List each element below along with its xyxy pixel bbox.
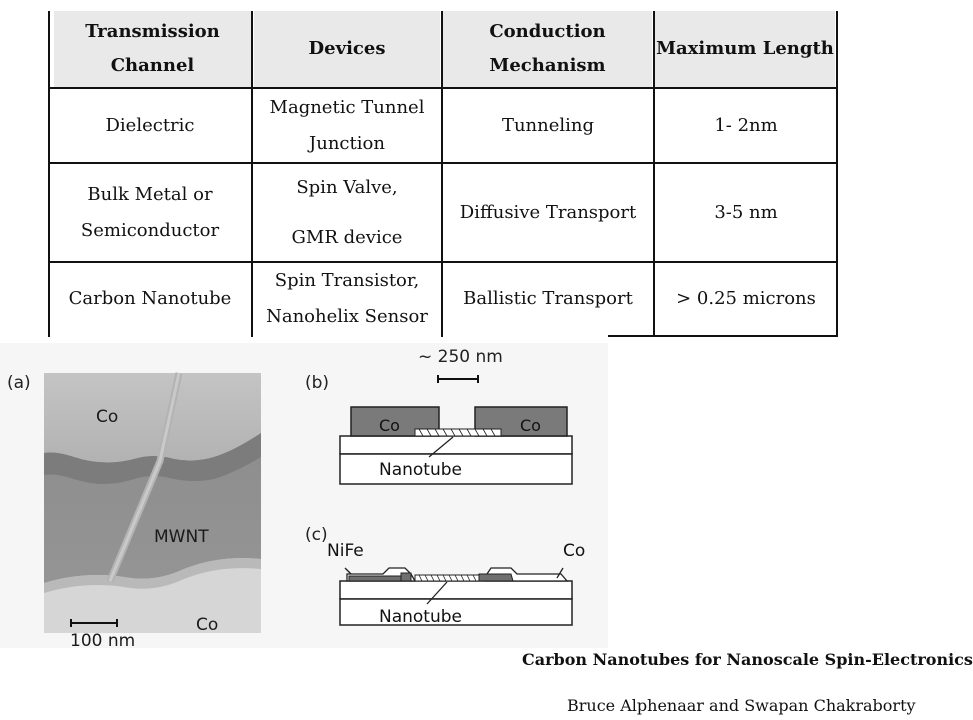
row2-length (654, 164, 838, 261)
row3-length (654, 263, 838, 335)
nanotube-figure (0, 343, 608, 651)
table-divider (653, 11, 655, 337)
header-maximum-length (655, 11, 835, 87)
panel-b-label: (b) (305, 373, 330, 393)
cell-line: 3-5 nm (714, 201, 778, 223)
header-line: Transmission (85, 21, 220, 42)
header-line: Devices (308, 38, 386, 59)
table-border-right (836, 11, 838, 337)
row1-channel (48, 89, 252, 162)
row3-mechanism (442, 263, 654, 335)
panel-c-nanotube: Nanotube (379, 607, 462, 627)
micrograph-scale-label: 100 nm (70, 631, 136, 651)
header-line: Maximum Length (656, 38, 834, 59)
cell-line: Carbon Nanotube (68, 288, 232, 309)
header-line: Mechanism (489, 55, 606, 76)
cell-line: > 0.25 microns (676, 288, 816, 309)
header-line: Conduction (489, 21, 606, 42)
caption-authors: Bruce Alphenaar and Swapan Chakraborty (567, 696, 916, 715)
panel-a-label: (a) (7, 373, 31, 393)
cell-line: Ballistic Transport (463, 288, 633, 309)
panel-c-nife: NiFe (327, 541, 364, 561)
cell-line: Nanohelix Sensor (266, 306, 428, 327)
cell-line: Bulk Metal or (87, 183, 213, 205)
cell-line: Spin Transistor, (274, 270, 420, 291)
row1-devices (252, 89, 442, 162)
panel-b-scale-bar (437, 375, 479, 383)
header-transmission-channel (54, 11, 251, 87)
panel-b-co-left: Co (379, 416, 400, 435)
table-rule (48, 87, 838, 89)
cell-line: Junction (309, 132, 385, 154)
micrograph-scale-bar (70, 619, 118, 627)
header-line: Channel (110, 55, 195, 76)
cell-line: GMR device (291, 226, 403, 248)
caption-title: Carbon Nanotubes for Nanoscale Spin-Electronics (522, 650, 973, 669)
row1-mechanism (442, 89, 654, 162)
micrograph-image (44, 373, 261, 651)
micrograph-drawing (44, 373, 261, 633)
micrograph-co-bottom: Co (196, 615, 219, 635)
header-devices (254, 11, 440, 87)
panel-c-label: (c) (305, 525, 328, 545)
panel-b-nanotube: Nanotube (379, 460, 462, 480)
header-conduction-mechanism (443, 11, 652, 87)
row2-devices (252, 164, 442, 261)
row2-channel (48, 164, 252, 261)
row3-channel (48, 263, 252, 335)
row3-devices (252, 263, 442, 335)
table-divider (441, 11, 443, 337)
table-rule (48, 162, 838, 164)
panel-c-co: Co (563, 541, 586, 561)
cell-line: Tunneling (501, 114, 595, 136)
comparison-table (48, 11, 838, 337)
cell-line: Diffusive Transport (459, 201, 637, 223)
micrograph-co-top: Co (96, 407, 119, 427)
row2-mechanism (442, 164, 654, 261)
table-rule (608, 335, 838, 337)
table-border-left (48, 11, 50, 337)
panel-b-co-right: Co (520, 416, 541, 435)
table-rule (48, 261, 838, 263)
cell-line: Semiconductor (80, 219, 220, 241)
cell-line: Spin Valve, (296, 176, 398, 198)
table-divider (251, 11, 253, 337)
panel-b-dimension: ~ 250 nm (418, 347, 503, 367)
row1-length (654, 89, 838, 162)
cell-line: Dielectric (105, 114, 195, 136)
cell-line: 1- 2nm (714, 114, 778, 136)
cell-line: Magnetic Tunnel (269, 96, 425, 118)
micrograph-mwnt: MWNT (154, 527, 209, 547)
